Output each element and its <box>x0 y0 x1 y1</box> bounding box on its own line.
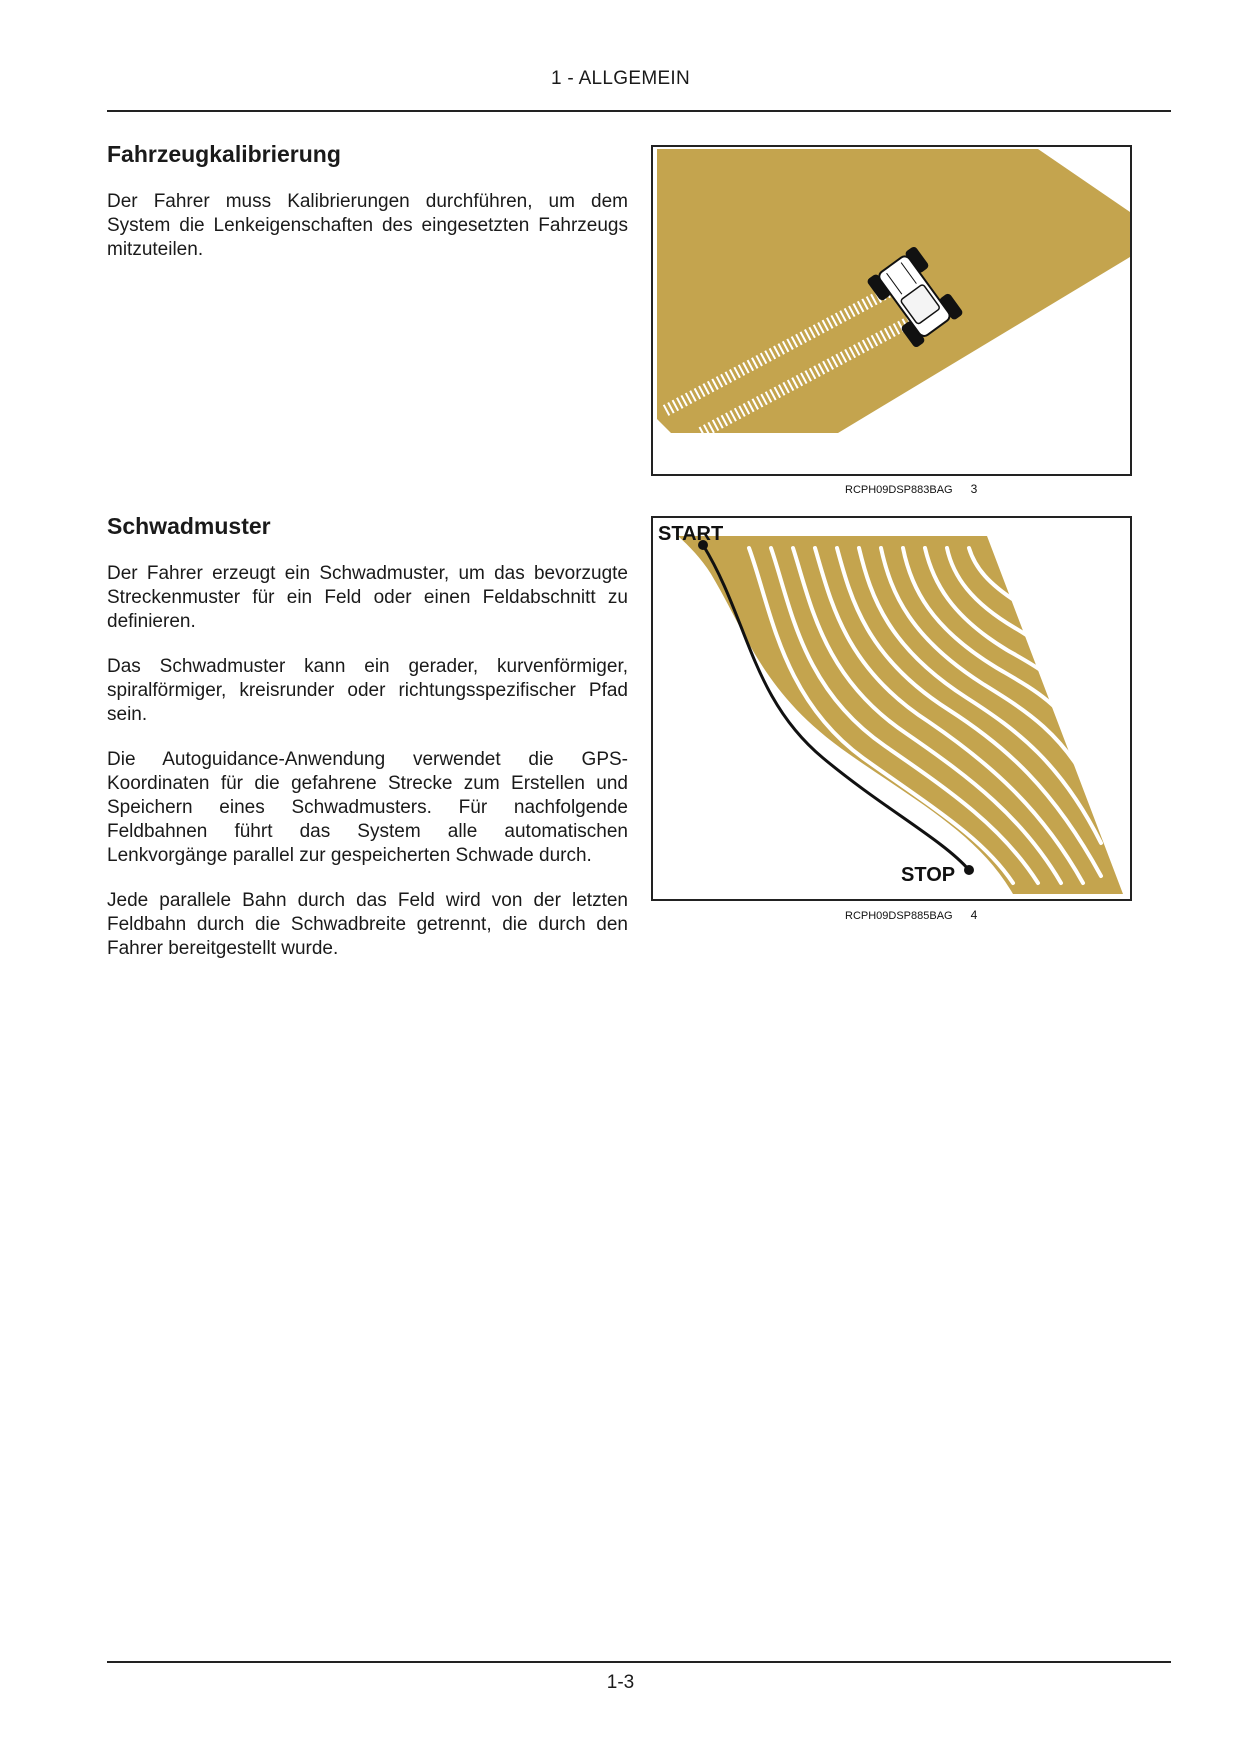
header-rule <box>107 110 1171 112</box>
figure-caption <box>845 908 977 922</box>
figure-caption <box>845 482 977 496</box>
paragraph: Jede parallele Bahn durch das Feld wird von der letzten Feldbahn durch die Schwadbreite getrennt, die durch den Fahrer bereitgestellt wurde. <box>107 890 628 959</box>
footer-rule <box>107 1661 1171 1663</box>
figure-number: 3 <box>970 482 978 496</box>
paragraph: Das Schwadmuster kann ein gerader, kurvenförmiger, spiralförmiger, kreisrunder oder richtungsspezifischer Pfad sein. <box>107 656 628 725</box>
section-title-fahrzeugkalibrierung: Fahrzeugkalibrierung <box>107 141 341 167</box>
paragraph: Der Fahrer erzeugt ein Schwadmuster, um das bevorzugte Streckenmuster für ein Feld oder einen Feldabschnitt zu definieren. <box>107 563 628 632</box>
stop-point-icon <box>964 865 974 875</box>
paragraph: Die Autoguidance-Anwendung verwendet die GPS-Koordinaten für die gefahrene Strecke zum Erstellen und Speichern eines Schwadmusters. Für nachfolgende Feldbahnen führt das System alle automatischen Lenkvorgänge parallel zur gespeicherten Schwade durch. <box>107 749 628 866</box>
stop-label: STOP <box>901 864 956 886</box>
paragraph: Der Fahrer muss Kalibrierungen durchführen, um dem System die Lenkeigenschaften des eingesetzten Fahrzeugs mitzuteilen. <box>107 191 628 260</box>
tractor-field-illustration <box>653 147 1130 474</box>
figure-code: RCPH09DSP885BAG <box>845 910 953 922</box>
section-title-schwadmuster: Schwadmuster <box>107 513 271 539</box>
figure-code: RCPH09DSP883BAG <box>845 484 953 496</box>
figure-number: 4 <box>970 908 978 922</box>
chapter-header: 1 - ALLGEMEIN <box>550 68 691 89</box>
figure-vehicle-calibration <box>651 145 1132 476</box>
figure-swath-pattern <box>651 516 1132 901</box>
swath-pattern-illustration <box>653 518 1130 899</box>
start-label: START <box>658 523 724 545</box>
page-number: 1-3 <box>606 1672 635 1693</box>
